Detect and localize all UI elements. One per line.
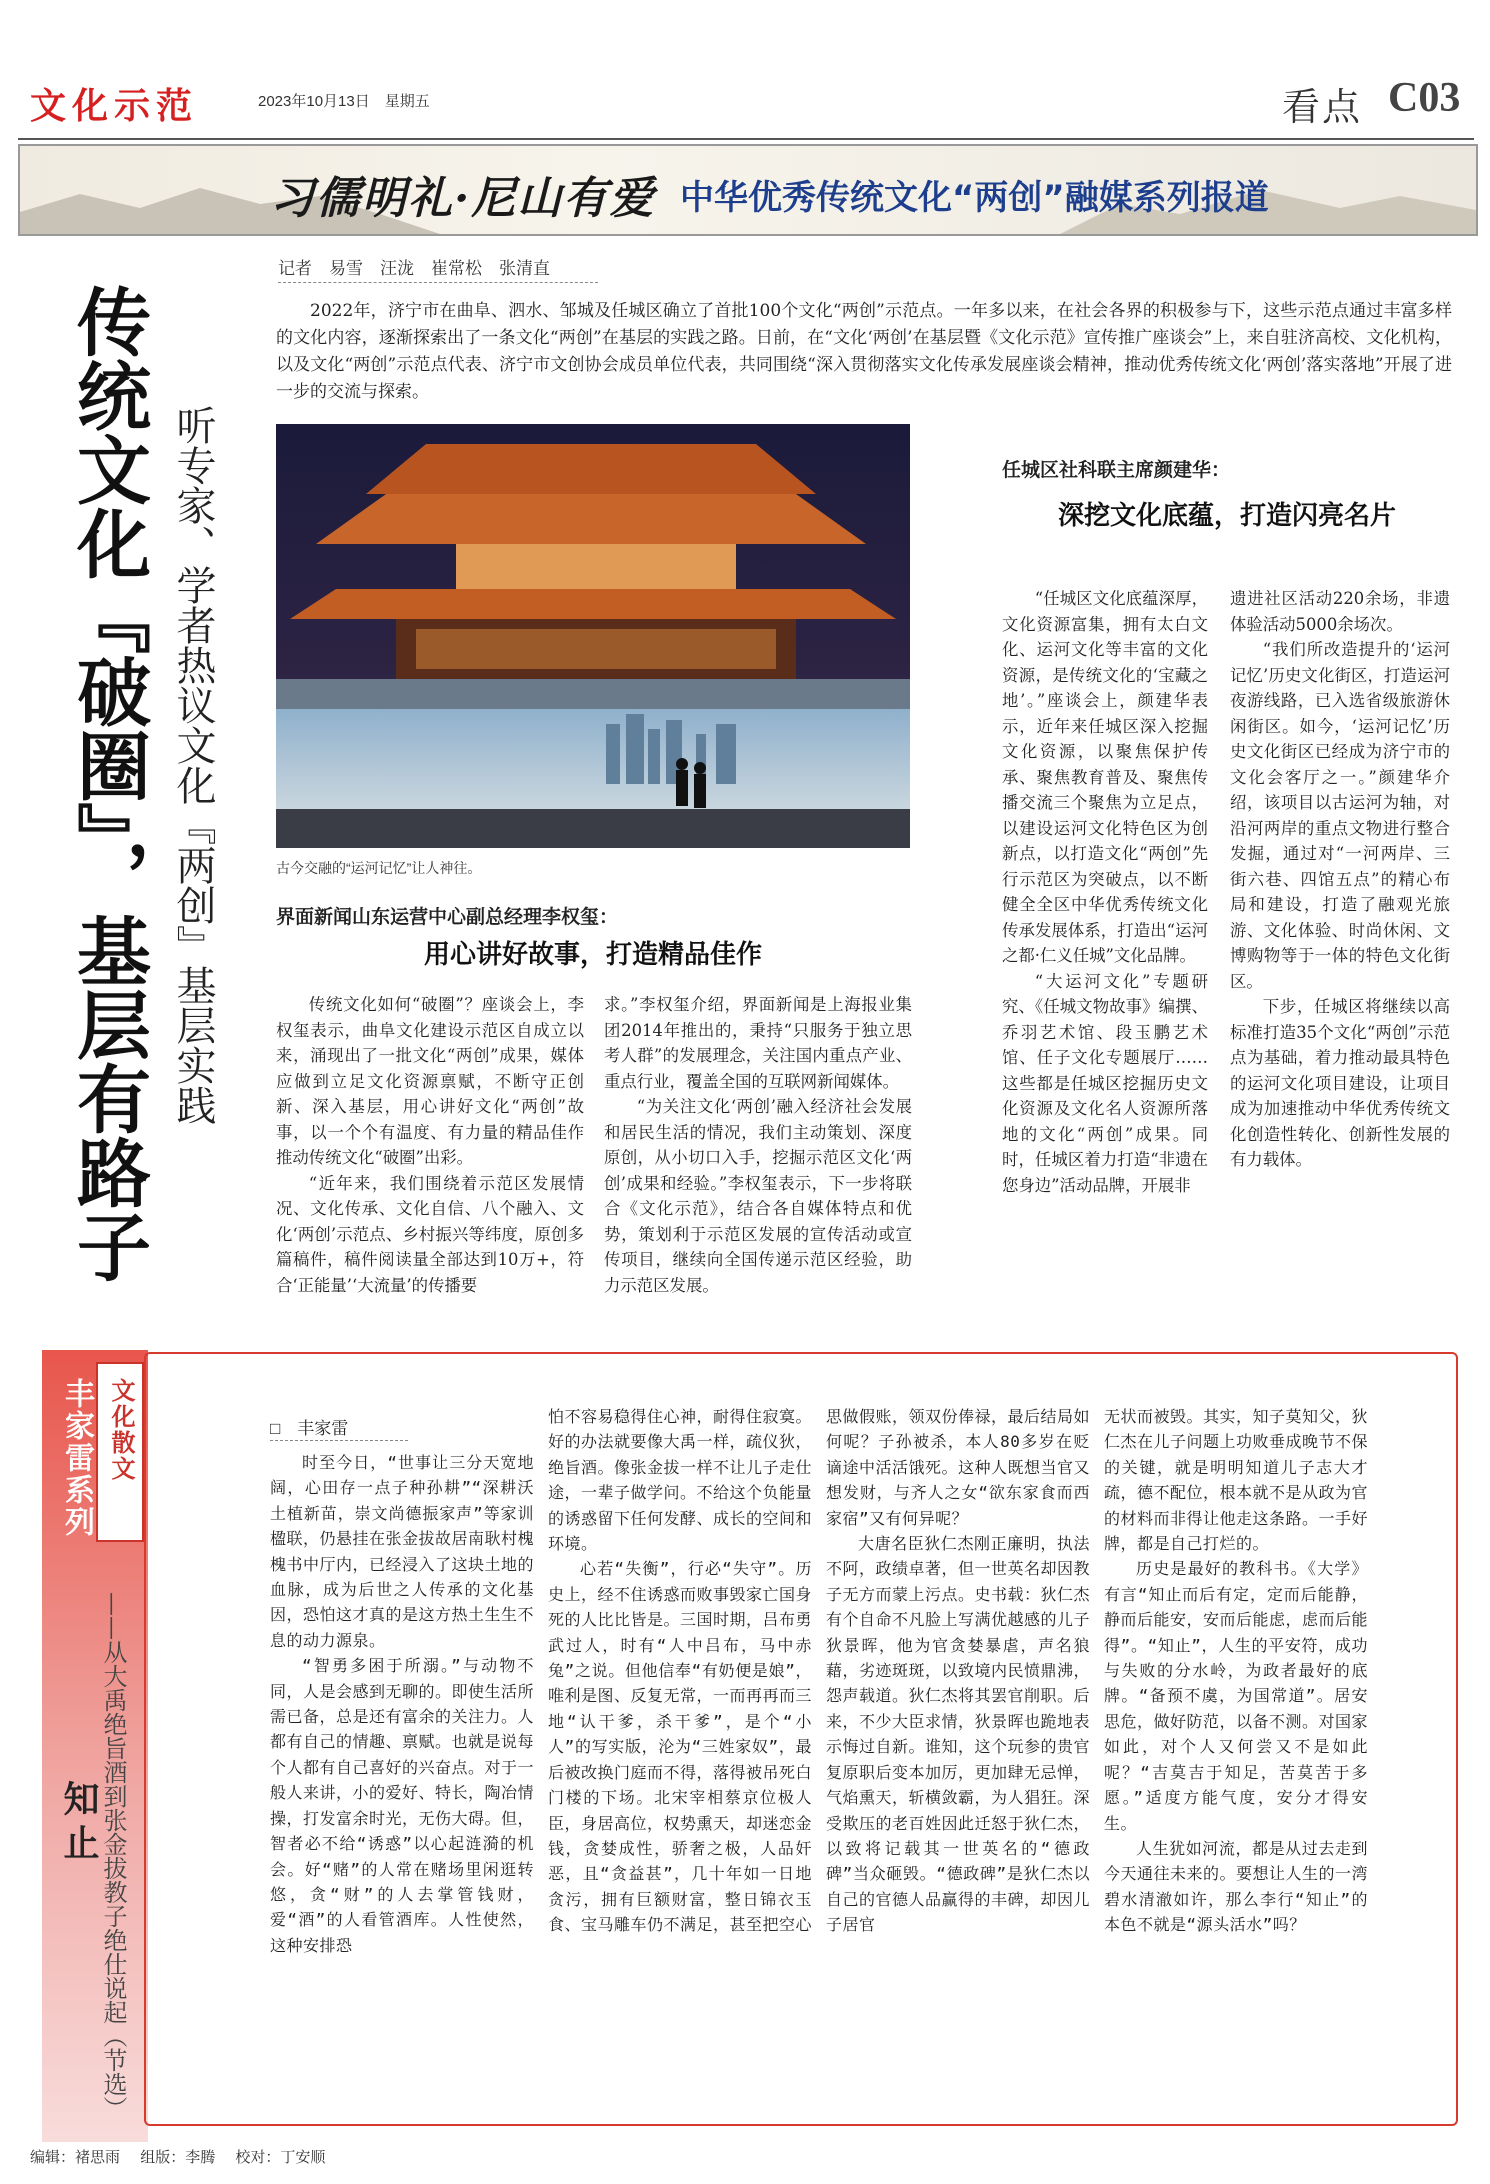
banner-subtitle: 中华优秀传统文化“两创”融媒系列报道 <box>680 178 1269 218</box>
essay-series-label: 丰家雷系列 <box>59 1378 94 1538</box>
paragraph: 下步，任城区将继续以高标准打造35个文化“两创”示范点为基础，着力推动最具特色的运河文化项目建设，让项目成为加速推动中华优秀传统文化创造性转化、创新性发展的有力载体。 <box>1230 997 1450 1169</box>
speaker1-headline: 用心讲好故事，打造精品佳作 <box>423 940 762 970</box>
paragraph: “近年来，我们围绕着示范区发展情况、文化传承、文化自信、八个融入、文化‘两创’示范点、乡村振兴等纬度，原创多篇稿件，稿件阅读量全部达到10万+，符合‘正能量’‘大流量’的传播要 <box>276 1173 584 1295</box>
essay-author: □ 丰家雷 <box>270 1419 349 1438</box>
section-name: 看点 <box>1282 85 1363 129</box>
editor-credit: 编辑：褚思雨 <box>30 2149 121 2166</box>
speaker2-column-1 <box>1002 586 1208 1198</box>
essay-author-rule <box>270 1440 408 1441</box>
paragraph: 怕不容易稳得住心神，耐得住寂寞。好的办法就要像大禹一样，疏仪狄，绝旨酒。像张金拔一样不让儿子走仕途，一辈子做学问。不给这个负能量的诱惑留下任何发酵、成长的空间和环境。 <box>548 1407 813 1554</box>
essay-column-3 <box>826 1404 1090 1938</box>
essay-column-1 <box>270 1450 534 1958</box>
speaker2-headline: 深挖文化底蕴，打造闪亮名片 <box>1057 501 1396 531</box>
photo-caption: 古今交融的“运河记忆”让人神往。 <box>276 860 482 876</box>
speaker1-column-1 <box>276 992 584 1298</box>
photo-illustration <box>276 424 910 848</box>
paragraph: “任城区文化底蕴深厚，文化资源富集，拥有太白文化、运河文化等丰富的文化资源，是传统文化的‘宝藏之地’。”座谈会上，颜建华表示，近年来任城区深入挖掘文化资源，以聚焦保护传承、聚焦教育普及、聚焦传播交流三个聚焦为立足点，以建设运河文化特色区为创新点，以打造文化“两创”先行示范区为突破点，以不断健全全区中华优秀传统文化传承发展体系，打造出“运河之都·仁义任城”文化品牌。 <box>1002 589 1208 965</box>
paragraph: 思做假账，领双份俸禄，最后结局如何呢？子孙被杀，本人80多岁在贬谪途中活活饿死。这种人既想当官又想发财，与齐人之女“欲东家食而西家宿”又有何异呢？ <box>826 1407 1091 1528</box>
essay-seal-text: 文化散文 <box>107 1378 136 1482</box>
paragraph: “大运河文化”专题研究、《任城文物故事》编撰、乔羽艺术馆、段玉鹏艺术馆、任子文化专题展厅……这些都是任城区挖掘历史文化资源及文化名人资源所落地的文化“两创”成果。同时，任城区着力打造“非遗在您身边”活动品牌，开展非 <box>1002 971 1208 1195</box>
issue-date: 2023年10月13日 星期五 <box>258 93 430 110</box>
essay-column-2 <box>548 1404 812 1938</box>
speaker1-column-2 <box>604 992 912 1298</box>
page-number: C03 <box>1388 75 1461 121</box>
paragraph: 历史是最好的教科书。《大学》有言“知止而后有定，定而后能静，静而后能安，安而后能虑，虑而后能得”。“知止”，人生的平安符，成功与失败的分水岭，为政者最好的底牌。“备预不虞，为国常道”。居安思危，做好防范，以备不测。对国家如此，对个人又何尝又不是如此呢？“吉莫吉于知足，苦莫苦于多愿。”适度方能气度，安分才得安生。 <box>1104 1559 1369 1833</box>
paragraph: “我们所改造提升的‘运河记忆’历史文化街区，打造运河夜游线路，已入选省级旅游休闲街区。如今，‘运河记忆’历史文化街区已经成为济宁市的文化会客厅之一。”颜建华介绍，该项目以古运河为轴，对沿河两岸的重点文物进行整合发掘，通过对“一河两岸、三街六巷、四馆五点”的精心布局和建设，打造了融观光旅游、文化体验、时尚休闲、文博购物等于一体的特色文化街区。 <box>1230 640 1450 991</box>
canal-night-photo <box>276 424 910 848</box>
paragraph: “为关注文化‘两创’融入经济社会发展和居民生活的情况，我们主动策划、深度原创，从小切口入手，挖掘示范区文化‘两创’成果和经验。”李权玺表示，下一步将联合《文化示范》，结合各自媒体特点和优势，策划利于示范区发展的宣传活动或宣传项目，继续向全国传递示范区经验，助力示范区发展。 <box>604 1097 912 1295</box>
sub-title: 听专家、学者热议文化『两创』基层实践 <box>170 405 216 1125</box>
essay-title: 知止 <box>58 1780 100 1868</box>
speaker1-name: 界面新闻山东运营中心副总经理李权玺： <box>276 906 619 928</box>
essay-subtitle: ——从大禹绝旨酒到张金拔教子绝仕说起（节选） <box>99 1592 127 2120</box>
paragraph: “智勇多困于所溺。”与动物不同，人是会感到无聊的。即使生活所需已备，总是还有富余的关注力。人都有自己的情趣、禀赋。也就是说每个人都有自己喜好的兴奋点。对于一般人来讲，小的爱好、特长，陶冶情操，打发富余时光，无伤大碍。但，智者必不给“诱惑”以心起涟漪的机会。好“赌”的人常在赌场里闲逛转悠，贪“财”的人去掌管钱财，爱“酒”的人看管酒库。人性使然，这种安排恐 <box>270 1656 535 1955</box>
paragraph: 传统文化如何“破圈”？座谈会上，李权玺表示，曲阜文化建设示范区自成立以来，涌现出了一批文化“两创”成果，媒体应做到立足文化资源禀赋，不断守正创新、深入基层，用心讲好文化“两创”故事，以一个个有温度、有力量的精品佳作推动传统文化“破圈”出彩。 <box>276 995 584 1167</box>
paragraph: 遗进社区活动220余场，非遗体验活动5000余场次。 <box>1230 589 1450 634</box>
intro-paragraph: 2022年，济宁市在曲阜、泗水、邹城及任城区确立了首批100个文化“两创”示范点。一年多以来，在社会各界的积极参与下，这些示范点通过丰富多样的文化内容，逐渐探索出了一条文化“两创”在基层的实践之路。日前，在“文化‘两创’在基层暨《文化示范》宣传推广座谈会”上，来自驻济高校、文化机构，以及文化“两创”示范点代表、济宁市文创协会成员单位代表，共同围绕“深入贯彻落实文化传承发展座谈会精神，推动优秀传统文化‘两创’落实落地”开展了进一步的交流与探索。 <box>276 301 1452 402</box>
paragraph: 求。”李权玺介绍，界面新闻是上海报业集团2014年推出的，秉持“只服务于独立思考人群”的发展理念，关注国内重点产业、重点行业，覆盖全国的互联网新闻媒体。 <box>604 995 912 1091</box>
paragraph: 时至今日，“世事让三分天宽地阔，心田存一点子种孙耕”“深耕沃土植新苗，崇文尚德振家声”等家训楹联，仍悬挂在张金拔故居南耿村槐槐书中厅内，已经浸入了这块土地的血脉，成为后世之人传承的文化基因，恐怕这才真的是这方热土生生不息的动力源泉。 <box>270 1453 535 1650</box>
paragraph: 大唐名臣狄仁杰刚正廉明，执法不阿，政绩卓著，但一世英名却因教子无方而蒙上污点。史书载：狄仁杰有个自命不凡脸上写满优越感的儿子狄景晖，他为官贪婪暴虐，声名狼藉，劣迹斑斑，以致境内民愤鼎沸，怨声载道。狄仁杰将其罢官削职。后来，不少大臣求情，狄景晖也跪地表示悔过自新。谁知，这个玩参的贵官复原职后变本加厉，更加肆无忌惮，气焰熏天，斩横敛霸，为人猖狂。深受欺压的老百姓因此迁怒于狄仁杰，以致将记载其一世英名的“德政碑”当众砸毁。“德政碑”是狄仁杰以自己的官德人品赢得的丰碑，却因儿子居官 <box>826 1534 1091 1935</box>
masthead-brand: 文化示范 <box>30 86 199 127</box>
essay-column-4 <box>1104 1404 1368 1938</box>
speaker2-name: 任城区社科联主席颜建华： <box>1002 459 1231 481</box>
banner-calligraphy: 习儒明礼·尼山有爱 <box>270 173 656 224</box>
paragraph: 无状而被毁。其实，知子莫知父，狄仁杰在儿子问题上功败垂成晚节不保的关键，就是明明知道儿子志大才疏，德不配位，根本就不是从政为官的材料而非得让他走这条路。一手好牌，都是自己打烂的。 <box>1104 1407 1369 1554</box>
credits-footer <box>30 2146 341 2167</box>
byline-rule <box>278 282 598 283</box>
speaker2-column-2 <box>1230 586 1450 1173</box>
byline: 记者 易雪 汪泷 崔常松 张清直 <box>278 259 550 278</box>
paragraph: 人生犹如河流，都是从过去走到今天通往未来的。要想让人生的一湾碧水清澈如许，那么李行“知止”的本色不就是“源头活水”吗？ <box>1104 1838 1369 1935</box>
series-banner <box>18 144 1478 236</box>
header-rule <box>18 138 1474 140</box>
main-title: 传统文化『破圈』，基层有路子 <box>65 284 151 1283</box>
paragraph: 心若“失衡”，行必“失守”。历史上，经不住诱惑而败事毁家亡国身死的人比比皆是。三国时期，吕布勇武过人，时有“人中吕布，马中赤兔”之说。但他信奉“有奶便是娘”，唯利是图、反复无常，一而再再而三地“认干爹，杀干爹”，是个“小人”的写实版，沦为“三姓家奴”，最后被改换门庭而不得，落得被吊死白门楼的下场。北宋宰相蔡京位极人臣，身居高位，权势熏天，却迷恋金钱，贪婪成性，骄奢之极，人品奸恶，且“贪益甚”，几十年如一日地贪污，拥有巨额财富，整日锦衣玉食、宝马雕车仍不满足，甚至把空心 <box>548 1559 813 1935</box>
layout-credit: 组版：李腾 <box>140 2149 216 2166</box>
proof-credit: 校对：丁安顺 <box>235 2149 326 2166</box>
